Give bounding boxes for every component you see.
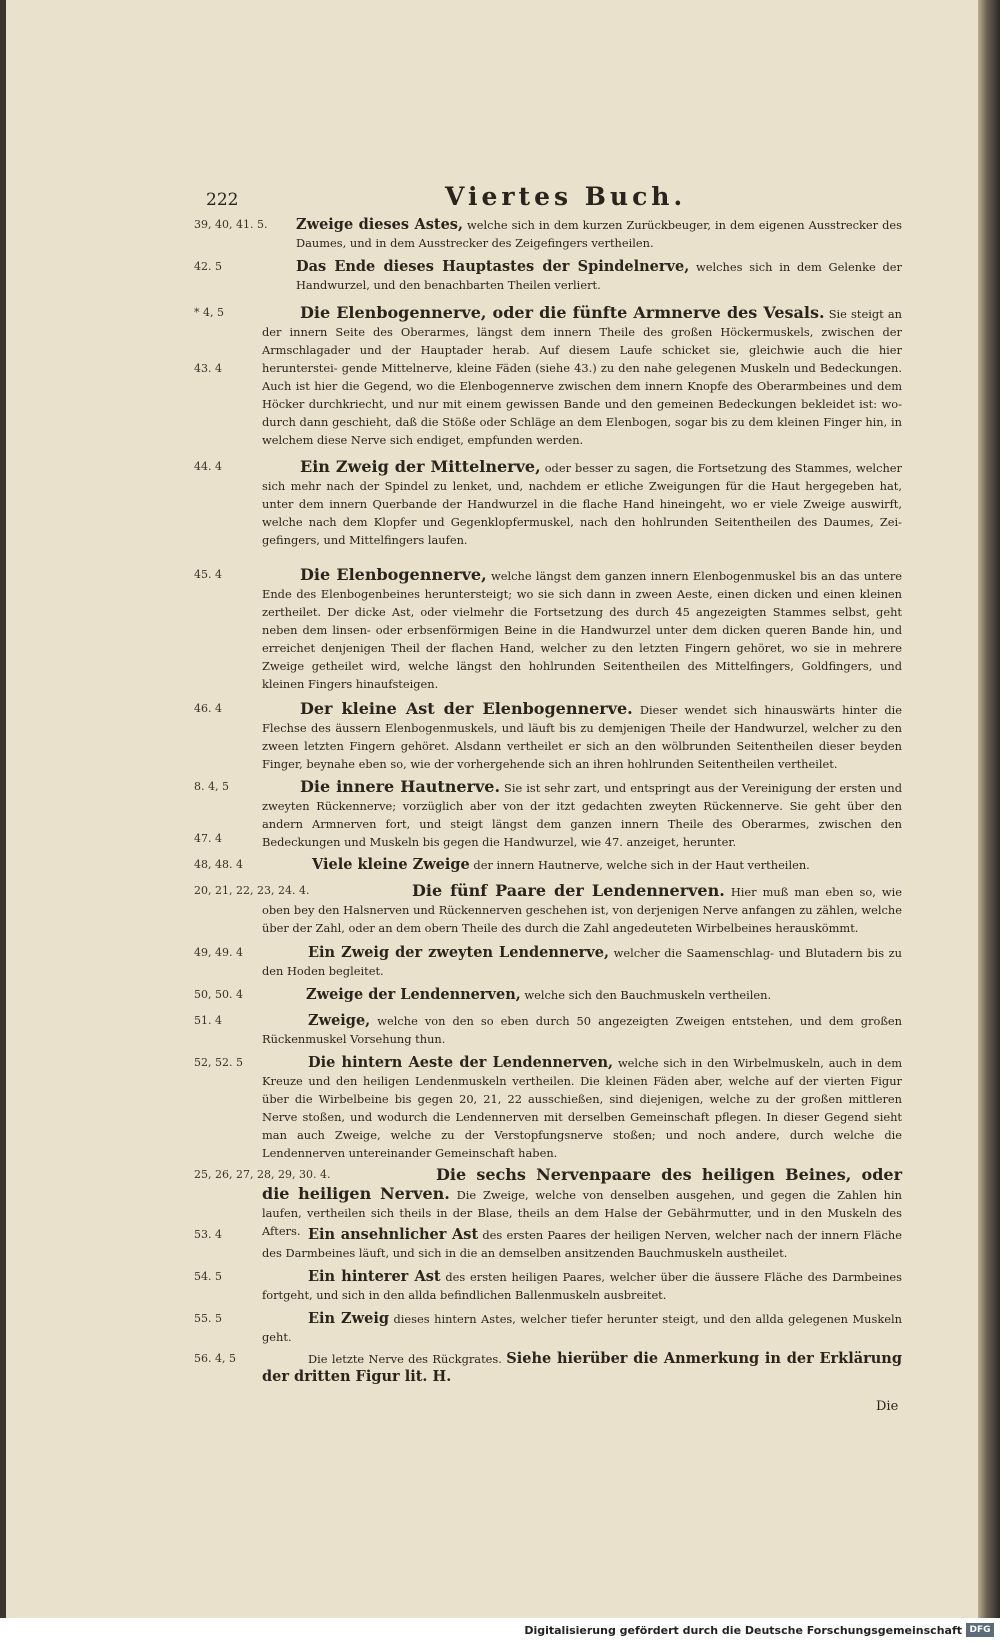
entry-ref: * 4, 5 — [194, 306, 224, 319]
entry-term: Die Elenbogennerve, oder die fünfte Armnerve des Vesals. — [300, 303, 825, 322]
entry-ref: 39, 40, 41. 5. — [194, 218, 268, 231]
entry-text: der innern Hautnerve, welche sich in der Haut vertheilen. — [473, 858, 810, 872]
entry-54 — [0, 1268, 972, 1308]
entry-text: Sie steigt an der innern Seite des Oberarmes, längst dem innern Theile des großen Höckermuskels, zwischen der Armschlagader und der Hauptader herab. Auf diesem Laufe schicket sie, gleichwie auch die hier herunterstei- gende Mittelnerve, kleine Fäden (siehe 43.) zu den nahe gelegenen Muskeln und Bedeckungen. Auch ist hier die Gegend, wo die Elenbogennerve zwischen dem innern Knopfe des Oberarmbeines und dem Höcker durchkriecht, und nur mit einem gewissen Bande und den gemeinen Bedeckungen bekleidet ist: wo- durch dann geschieht, daß die Stöße oder Schläge an dem Elenbogen, sogar bis zu dem kleinen Finger hin, in welchem diese Nerve sich endiget, empfunden werden. — [262, 307, 902, 447]
entry-56 — [0, 1350, 972, 1392]
entry-39 — [0, 216, 972, 256]
entry-text: Die Zweige, welche von denselben ausgehen, und gegen die Zahlen hin laufen, vertheilen sich theils in der Blase, theils an dem Halse der Gebährmutter, und in den Muskeln des Afters. — [262, 1188, 902, 1238]
entry-term: Das Ende dieses Hauptastes der Spindelnerve, — [296, 258, 690, 275]
entry-ref-secondary: 43. 4 — [194, 362, 222, 375]
entry-ref: 51. 4 — [194, 1014, 222, 1027]
entry-ref: 48, 48. 4 — [194, 858, 243, 871]
entry-ref: 55. 5 — [194, 1312, 222, 1325]
entry-term: Viele kleine Zweige — [312, 856, 470, 873]
entry-text: des ersten Paares der heiligen Nerven, welcher nach der innern Fläche des Darmbeines läuft, und sich in die an demselben ansitzenden Bauchmuskeln austheilet. — [262, 1228, 902, 1260]
entry-ref: 44. 4 — [194, 460, 222, 473]
entry-55 — [0, 1310, 972, 1350]
entry-42 — [0, 258, 972, 298]
entry-ref: 53. 4 — [194, 1228, 222, 1241]
entry-48 — [0, 856, 972, 880]
entry-term: Die Elenbogennerve, — [300, 565, 487, 584]
entry-text: dieses hintern Astes, welcher tiefer herunter steigt, und den allda gelegenen Muskeln geht. — [262, 1312, 902, 1344]
entry-term: Die innere Hautnerve. — [300, 777, 501, 796]
entry-text: welche längst dem ganzen innern Elenbogenmuskel bis an das untere Ende des Elenbogenbeines heruntersteigt; wo sie sich dann in zween Aeste, einen dicken und einen kleinen zertheilet. Der dicke Ast, oder vielmehr die Fortsetzung des durch 45 angezeigten Stammes selbst, geht neben dem linsen- oder erbsenförmigen Beine in die Handwurzel unter dem dicken queren Bande hin, und erreichet denjenigen Theil der flachen Hand, welcher zu den letzten Fingern gehöret, wo sie in mehrere Zweige getheilet wird, welche längst den hohlrunden Seitentheilen des Mittelfingers, Goldfingers, und kleinen Fingers hinaufsteigen. — [262, 569, 903, 691]
entry-ref: 52, 52. 5 — [194, 1056, 243, 1069]
entry-ref: 49, 49. 4 — [194, 946, 243, 959]
entry-text: welche sich den Bauchmuskeln vertheilen. — [524, 988, 772, 1002]
entry-term: Die sechs Nervenpaare des heiligen Beines, oder die heiligen Nerven. — [262, 1165, 902, 1203]
entry-term: Ein Zweig — [308, 1310, 389, 1327]
entry-term: Die fünf Paare der Lendennerven. — [412, 881, 725, 900]
entry-ref: 8. 4, 5 — [194, 780, 229, 793]
entry-term: Die hintern Aeste der Lendennerven, — [308, 1054, 614, 1071]
entry-term: Ein ansehnlicher Ast — [308, 1226, 479, 1243]
entry-text: Sie ist sehr zart, und entspringt aus der Vereinigung der ersten und zweyten Rückennerve; vorzüglich aber von der itzt gedachten zweyten Rückennerve. Sie geht über den andern Armnerven fort, und steigt längst dem ganzen innern Theile des Oberarmes, zwischen den Bedeckungen und Muskeln bis gegen die Handwurzel, wie 47. anzeiget, herunter. — [262, 781, 902, 849]
entry-text: Dieser wendet sich hinauswärts hinter die Flechse des äussern Elenbogenmuskels, und läuft bis zu demjenigen Theile der Handwurzel, welcher zu den zween letzten Fingern gehöret. Alsdann vertheilet er sich an den wölbrunden Seitentheilen dieser beyden Finger, beynahe eben so, wie der vorhergehende sich an ihren hohlrunden Seitentheilen vertheilet. — [262, 703, 903, 771]
entry-term: Zweige dieses Astes, — [296, 216, 464, 233]
entry-46 — [0, 700, 972, 778]
entry-text: welches sich in dem Gelenke der Handwurzel, und den benachbarten Theilen verliert. — [296, 260, 902, 292]
dfg-logo[interactable]: DFG — [966, 1623, 994, 1637]
entry-text: welche von den so eben durch 50 angezeigten Zweigen entstehen, und dem großen Rückenmuskel Vorsehung thun. — [262, 1014, 903, 1046]
entry-text: Hier muß man eben so, wie oben bey den Halsnerven und Rückennerven geschehen ist, von derjenigen Nerve anfangen zu zählen, welche über der Zahl, oder an dem obern Theile des durch die Zahl angedeuteten Wirbelbeines herauskömmt. — [262, 885, 902, 935]
entry-52 — [0, 1054, 972, 1164]
entry-45 — [0, 566, 972, 692]
entry-term: Der kleine Ast der Elenbogennerve. — [300, 699, 633, 718]
entry-ref: 42. 5 — [194, 260, 222, 273]
entry-text: welche sich in den Wirbelmuskeln, auch in dem Kreuze und den heiligen Lendenmuskeln vertheilen. Die kleinen Fäden aber, welche auf der vierten Figur über die Wirbelbeine bis gegen 20, 21, 22 ausschießen, sind diejenigen, welche zu der großen mittleren Nerve stoßen, und wodurch die Lendennerven mit derselben Gemeinschaft pflegen. In dieser Gegend sieht man auch Zweige, welche zu der Verstopfungsnerve stoßen; und noch andere, durch welche die Lendennerven untereinander Gemeinschaft haben. — [262, 1056, 903, 1160]
entry-44 — [0, 458, 972, 558]
entry-elenbogennerve — [0, 303, 972, 447]
entry-ref: 20, 21, 22, 23, 24. 4. — [194, 884, 310, 897]
running-title: Viertes Buch. — [445, 182, 687, 211]
entry-lendennerven — [0, 882, 972, 944]
entry-term: Ein Zweig der zweyten Lendennerve, — [308, 944, 609, 961]
footer-bar — [0, 1618, 1000, 1643]
entry-text: welcher die Saamenschlag- und Blutadern bis zu den Hoden begleitet. — [262, 946, 903, 978]
entry-hautnerve — [0, 778, 972, 856]
entry-50 — [0, 986, 972, 1010]
entry-ref: 56. 4, 5 — [194, 1352, 236, 1365]
entry-53 — [0, 1226, 972, 1266]
entry-51 — [0, 1012, 972, 1052]
entry-text: des ersten heiligen Paares, welcher über die äussere Fläche des Darmbeines fortgeht, und sich in den allda befindlichen Ballenmuskeln ausbreitet. — [262, 1270, 902, 1302]
entry-49 — [0, 944, 972, 984]
entry-ref-secondary: 47. 4 — [194, 832, 222, 845]
footer-credit[interactable]: Digitalisierung gefördert durch die Deutsche Forschungsgemeinschaft — [524, 1624, 962, 1637]
entry-term: Die letzte Nerve des Rückgrates. — [308, 1352, 502, 1366]
page-number: 222 — [206, 190, 239, 210]
entry-term: Ein Zweig der Mittelnerve, — [300, 457, 541, 476]
entry-term: Zweige der Lendennerven, — [306, 986, 521, 1003]
entry-text: Siehe hierüber die Anmerkung in der Erklärung der dritten Figur lit. H. — [262, 1350, 902, 1385]
entry-ref: 50, 50. 4 — [194, 988, 243, 1001]
entry-term: Ein hinterer Ast — [308, 1268, 441, 1285]
entry-ref: 45. 4 — [194, 568, 222, 581]
entry-ref: 54. 5 — [194, 1270, 222, 1283]
entry-term: Zweige, — [308, 1012, 371, 1029]
page-edge — [978, 0, 1000, 1618]
entry-text: oder besser zu sagen, die Fortsetzung des Stammes, welcher sich mehr nach der Spindel zu lenket, und, nachdem er etliche Zweigungen für die Haut hergegeben hat, unter dem innern Querbande der Handwurzel in die flache Hand hineingeht, wo er viele Zweige auswirft, welche nach dem Klopfer und Gegenklopfermuskel, nach den hohlrunden Seitentheilen des Daumes, Zei- gefingers, und Mittelfingers laufen. — [262, 461, 902, 547]
entry-text: welche sich in dem kurzen Zurückbeuger, in dem eigenen Ausstrecker des Daumes, und in dem Ausstrecker des Zeigefingers vertheilen. — [296, 218, 903, 250]
entry-ref: 25, 26, 27, 28, 29, 30. 4. — [194, 1168, 331, 1181]
catchword: Die — [876, 1399, 899, 1414]
entry-ref: 46. 4 — [194, 702, 222, 715]
